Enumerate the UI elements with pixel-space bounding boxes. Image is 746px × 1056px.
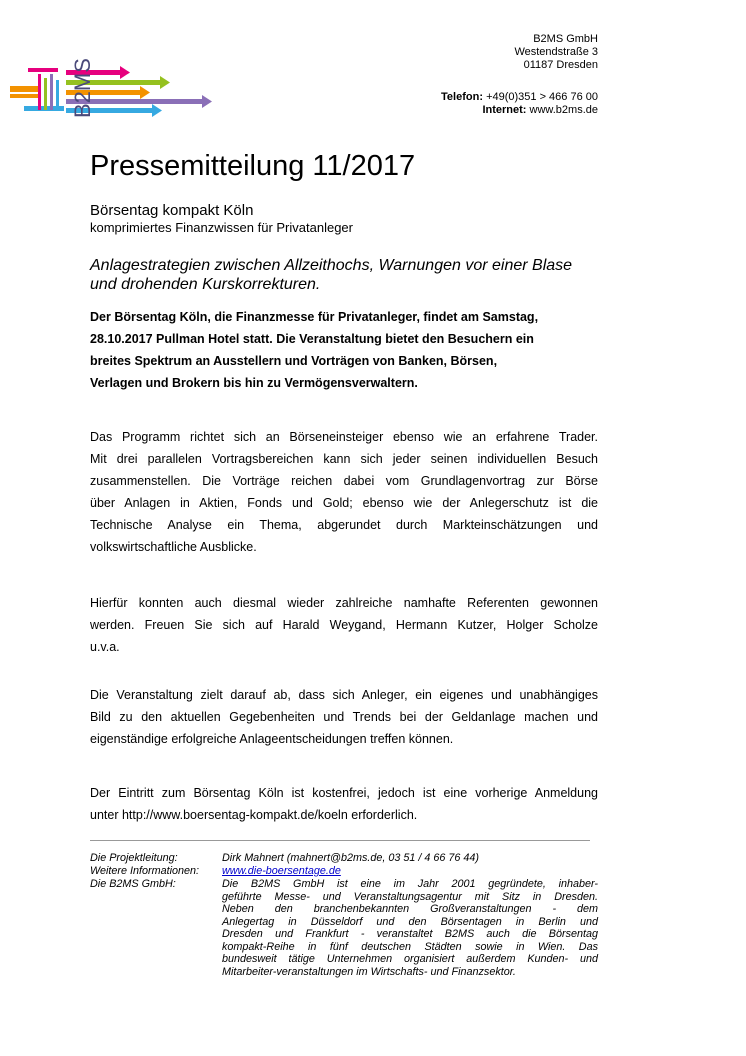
text-line: Mit drei parallelen Vortragsbereichen kann sich jeder seinen individuellen Besuch	[90, 452, 598, 466]
headline-line: und drohenden Kurskorrekturen.	[90, 276, 321, 293]
text-line: Das Programm richtet sich an Börseneinsteiger ebenso wie an erfahrene Trader.	[90, 430, 598, 444]
text-line: u.v.a.	[90, 640, 120, 654]
project-lead-label: Die Projektleitung:	[90, 852, 178, 864]
more-info-link[interactable]: www.die-boersentage.de	[222, 865, 341, 877]
about-text	[222, 878, 598, 978]
company-name: B2MS GmbH	[533, 33, 598, 45]
headline-line: Anlagestrategien zwischen Allzeithochs, Warnungen vor einer Blase	[90, 257, 573, 274]
text-line: Die B2MS GmbH ist eine im Jahr 2001 gegründete, inhaber-	[222, 878, 598, 890]
text-line: Technische Analyse ein Thema, abgerundet durch Markteinschätzungen und	[90, 518, 598, 532]
company-address	[514, 33, 598, 72]
paragraph-program	[90, 426, 598, 558]
web-line	[441, 104, 598, 117]
text-line: unter http://www.boersentag-kompakt.de/koeln erforderlich.	[90, 808, 418, 822]
web-value[interactable]: www.b2ms.de	[529, 104, 598, 116]
page-title: Pressemitteilung 11/2017	[90, 150, 416, 182]
logo-stripe	[10, 86, 38, 92]
text-line: eigenständige erfolgreiche Anlageentscheidungen treffen können.	[90, 732, 454, 746]
text-line: Dresden und Frankfurt - veranstaltet B2MS auch die Börsentag	[222, 928, 598, 940]
text-line: über Anlagen in Aktien, Fonds und Gold; ebenso wie der Anlegerschutz ist die	[90, 496, 598, 510]
text-line: breites Spektrum an Ausstellern und Vorträgen von Banken, Börsen,	[90, 354, 498, 368]
logo-bar	[44, 78, 47, 110]
phone-label: Telefon:	[441, 91, 483, 103]
text-line: Hierfür konnten auch diesmal wieder zahlreiche namhafte Referenten gewonnen	[90, 596, 598, 610]
phone-value: +49(0)351 > 466 76 00	[486, 91, 598, 103]
logo-stripe	[10, 94, 38, 98]
paragraph-admission	[90, 782, 598, 826]
headline	[90, 256, 630, 294]
text-line: 28.10.2017 Pullman Hotel statt. Die Veranstaltung bietet den Besuchern ein	[90, 332, 534, 346]
company-city: 01187 Dresden	[523, 59, 598, 71]
event-name: Börsentag kompakt Köln	[90, 202, 254, 219]
text-line: Anlegertag in Düsseldorf und den Börsentagen in Berlin und	[222, 915, 598, 928]
footer-divider	[90, 840, 590, 841]
text-line: Die Veranstaltung zielt darauf ab, dass sich Anleger, ein eigenes und unabhängiges	[90, 688, 598, 702]
company-contact	[441, 91, 598, 117]
text-line: Neben den branchenbekannten Großveranstaltungen - dem	[222, 903, 598, 915]
text-line: Verlagen und Brokern bis hin zu Vermögensverwaltern.	[90, 376, 418, 390]
text-line: geführte Messe- und Veranstaltungsagentur mit Sitz in Dresden.	[222, 890, 598, 903]
company-street: Westendstraße 3	[514, 46, 598, 58]
text-line: Mitarbeiter-veranstaltungen im Wirtschafts- und Finanzsektor.	[222, 965, 516, 978]
lead-paragraph	[90, 306, 598, 394]
text-line: Der Börsentag Köln, die Finanzmesse für Privatanleger, findet am Samstag,	[90, 310, 539, 324]
more-info-label: Weitere Informationen:	[90, 865, 200, 877]
phone-line	[441, 91, 598, 104]
text-line: kompakt-Reihe in fünf deutschen Städten sowie in Wien. Das	[222, 940, 598, 953]
logo-bar	[56, 80, 59, 110]
text-line: Der Eintritt zum Börsentag Köln ist kostenfrei, jedoch ist eine vorherige Anmeldung	[90, 786, 598, 800]
web-label: Internet:	[482, 104, 527, 116]
text-line: volkswirtschaftliche Ausblicke.	[90, 540, 257, 554]
text-line: werden. Freuen Sie sich auf Harald Weygand, Hermann Kutzer, Holger Scholze	[90, 618, 598, 632]
text-line: bundesweit tätige Unternehmen organisiert außerdem Kunden- und	[222, 953, 598, 965]
text-line: zusammenstellen. Die Vorträge reichen dabei vom Grundlagenvortrag zur Börse	[90, 474, 598, 488]
paragraph-speakers	[90, 592, 598, 658]
logo-bar	[50, 74, 53, 110]
about-label: Die B2MS GmbH:	[90, 878, 176, 890]
logo-bar	[38, 74, 41, 110]
project-lead-value: Dirk Mahnert (mahnert@b2ms.de, 03 51 / 4 66 76 44)	[222, 852, 480, 864]
paragraph-goal	[90, 684, 598, 750]
b2ms-logo	[10, 40, 220, 122]
logo-stripe	[28, 68, 58, 72]
text-line: Bild zu den aktuellen Gegebenheiten und Trends bei der Geldanlage machen und	[90, 710, 598, 724]
logo-text: B2MS	[70, 58, 95, 118]
event-tagline: komprimiertes Finanzwissen für Privatanleger	[90, 220, 353, 235]
